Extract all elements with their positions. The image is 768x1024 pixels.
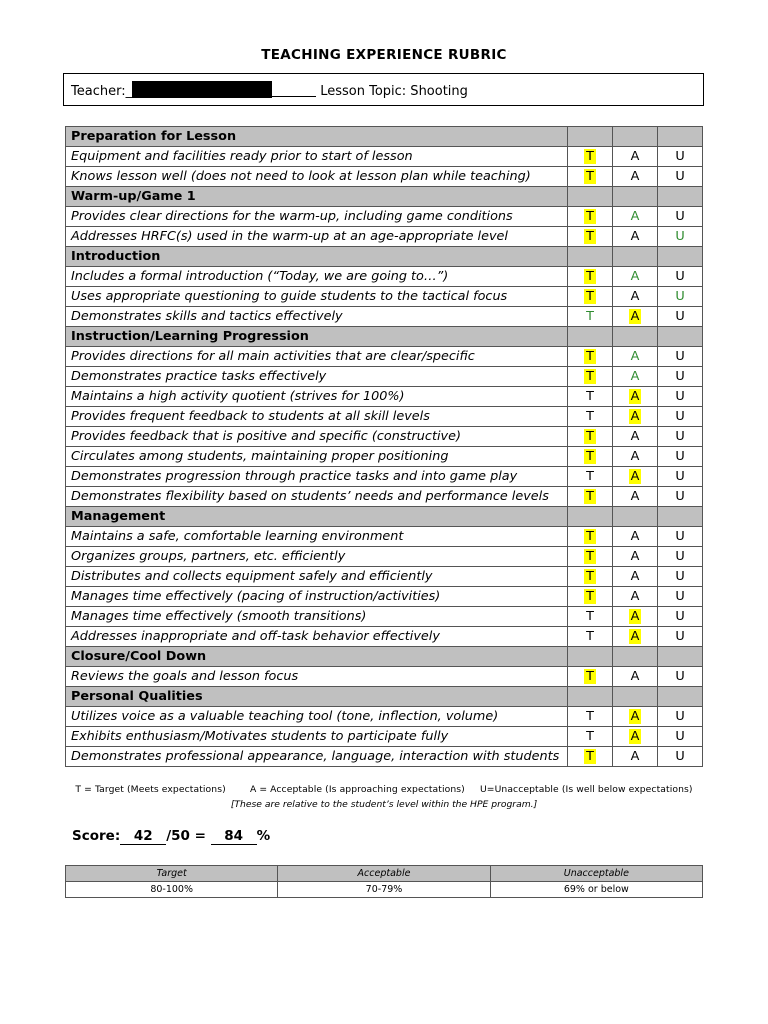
rating-cell-t bbox=[568, 527, 613, 547]
rating-cell-a bbox=[613, 267, 658, 287]
rating-mark-a-selected: A bbox=[630, 629, 640, 644]
section-header-row bbox=[66, 647, 703, 667]
section-empty-cell bbox=[658, 187, 703, 207]
rating-mark-t: T bbox=[586, 709, 594, 724]
section-header-row bbox=[66, 327, 703, 347]
rating-cell-t bbox=[568, 727, 613, 747]
rating-cell-u bbox=[658, 727, 703, 747]
rating-mark-t-selected: T bbox=[586, 569, 594, 584]
section-empty-cell bbox=[613, 647, 658, 667]
rating-cell-a bbox=[613, 347, 658, 367]
rating-cell-a bbox=[613, 287, 658, 307]
section-title: Personal Qualities bbox=[66, 687, 568, 707]
section-empty-cell bbox=[568, 187, 613, 207]
rating-mark-u: U bbox=[675, 369, 685, 384]
rating-mark-t-selected: T bbox=[586, 229, 594, 244]
rating-cell-u bbox=[658, 487, 703, 507]
rating-mark-a: A bbox=[630, 749, 640, 764]
rating-cell-u bbox=[658, 227, 703, 247]
rating-mark-t-selected: T bbox=[586, 549, 594, 564]
criterion-row bbox=[66, 287, 703, 307]
rating-mark-u: U bbox=[675, 349, 685, 364]
rating-cell-a bbox=[613, 607, 658, 627]
rating-cell-u bbox=[658, 427, 703, 447]
rating-mark-a: A bbox=[630, 569, 640, 584]
rating-cell-a bbox=[613, 727, 658, 747]
rating-mark-t-selected: T bbox=[586, 449, 594, 464]
rating-cell-a bbox=[613, 627, 658, 647]
rating-mark-a-selected: A bbox=[630, 709, 640, 724]
criterion-label: Reviews the goals and lesson focus bbox=[66, 667, 568, 687]
rating-mark-t-selected: T bbox=[586, 749, 594, 764]
rating-cell-t bbox=[568, 447, 613, 467]
rating-cell-t bbox=[568, 567, 613, 587]
section-empty-cell bbox=[613, 507, 658, 527]
rating-cell-t bbox=[568, 387, 613, 407]
section-empty-cell bbox=[568, 327, 613, 347]
section-title: Warm-up/Game 1 bbox=[66, 187, 568, 207]
rating-cell-a bbox=[613, 227, 658, 247]
criterion-label: Demonstrates flexibility based on students’ needs and performance levels bbox=[66, 487, 568, 507]
rating-cell-a bbox=[613, 447, 658, 467]
rating-mark-u: U bbox=[675, 229, 685, 244]
rating-mark-t: T bbox=[586, 409, 594, 424]
rating-mark-a: A bbox=[630, 489, 640, 504]
rating-cell-t bbox=[568, 627, 613, 647]
rating-mark-u: U bbox=[675, 589, 685, 604]
criterion-label: Provides frequent feedback to students at all skill levels bbox=[66, 407, 568, 427]
rating-cell-u bbox=[658, 167, 703, 187]
rating-cell-u bbox=[658, 567, 703, 587]
section-header-row bbox=[66, 507, 703, 527]
rating-mark-u: U bbox=[675, 289, 685, 304]
rating-mark-u: U bbox=[675, 669, 685, 684]
rating-mark-u: U bbox=[675, 409, 685, 424]
criterion-label: Provides directions for all main activities that are clear/specific bbox=[66, 347, 568, 367]
section-empty-cell bbox=[658, 687, 703, 707]
criterion-row bbox=[66, 407, 703, 427]
rating-mark-u: U bbox=[675, 709, 685, 724]
score-percent-sign: % bbox=[256, 828, 271, 844]
section-empty-cell bbox=[658, 247, 703, 267]
rating-cell-a bbox=[613, 167, 658, 187]
rating-cell-t bbox=[568, 707, 613, 727]
rating-mark-t-selected: T bbox=[586, 489, 594, 504]
criterion-row bbox=[66, 207, 703, 227]
rating-cell-t bbox=[568, 547, 613, 567]
rating-mark-u: U bbox=[675, 749, 685, 764]
rating-cell-t bbox=[568, 427, 613, 447]
criterion-row bbox=[66, 367, 703, 387]
rating-mark-u: U bbox=[675, 549, 685, 564]
criterion-row bbox=[66, 147, 703, 167]
rating-cell-t bbox=[568, 367, 613, 387]
criterion-label: Manages time effectively (smooth transitions) bbox=[66, 607, 568, 627]
section-empty-cell bbox=[568, 127, 613, 147]
rating-mark-t-selected: T bbox=[586, 169, 594, 184]
criterion-row bbox=[66, 707, 703, 727]
section-empty-cell bbox=[568, 647, 613, 667]
rating-cell-u bbox=[658, 387, 703, 407]
rating-mark-a: A bbox=[630, 149, 640, 164]
rating-cell-a bbox=[613, 467, 658, 487]
criterion-label: Includes a formal introduction (“Today, we are going to…”) bbox=[66, 267, 568, 287]
section-empty-cell bbox=[568, 507, 613, 527]
criterion-label: Organizes groups, partners, etc. efficiently bbox=[66, 547, 568, 567]
criterion-row bbox=[66, 567, 703, 587]
section-empty-cell bbox=[613, 127, 658, 147]
rating-mark-t-selected: T bbox=[586, 269, 594, 284]
section-header-row bbox=[66, 247, 703, 267]
rating-cell-a bbox=[613, 567, 658, 587]
rating-cell-t bbox=[568, 147, 613, 167]
section-empty-cell bbox=[613, 687, 658, 707]
rating-mark-t: T bbox=[586, 309, 594, 324]
rating-legend: T = Target (Meets expectations) A = Acceptable (Is approaching expectations) U=Unacceptable (Is well below expectations) bbox=[75, 784, 693, 795]
score-line bbox=[72, 828, 270, 845]
criterion-label: Manages time effectively (pacing of instruction/activities) bbox=[66, 587, 568, 607]
rating-cell-a bbox=[613, 147, 658, 167]
rating-mark-a: A bbox=[630, 209, 640, 224]
criterion-label: Knows lesson well (does not need to look at lesson plan while teaching) bbox=[66, 167, 568, 187]
rating-mark-a: A bbox=[630, 529, 640, 544]
criterion-row bbox=[66, 667, 703, 687]
criterion-row bbox=[66, 447, 703, 467]
criterion-row bbox=[66, 587, 703, 607]
rating-cell-u bbox=[658, 747, 703, 767]
rating-cell-u bbox=[658, 467, 703, 487]
rating-mark-t: T bbox=[586, 609, 594, 624]
rating-mark-a-selected: A bbox=[630, 469, 640, 484]
rating-mark-a: A bbox=[630, 549, 640, 564]
grade-range-acceptable: 70-79% bbox=[278, 882, 490, 898]
rating-cell-u bbox=[658, 267, 703, 287]
rating-mark-u: U bbox=[675, 389, 685, 404]
criterion-row bbox=[66, 487, 703, 507]
grade-header-unacceptable: Unacceptable bbox=[490, 866, 702, 882]
rating-mark-t-selected: T bbox=[586, 349, 594, 364]
rating-cell-t bbox=[568, 407, 613, 427]
rating-note: [These are relative to the student’s level within the HPE program.] bbox=[230, 799, 538, 810]
redacted-teacher-name bbox=[132, 81, 272, 98]
criterion-row bbox=[66, 307, 703, 327]
rating-cell-a bbox=[613, 307, 658, 327]
criterion-label: Demonstrates practice tasks effectively bbox=[66, 367, 568, 387]
section-empty-cell bbox=[658, 127, 703, 147]
rating-cell-t bbox=[568, 227, 613, 247]
criterion-label: Provides clear directions for the warm-up, including game conditions bbox=[66, 207, 568, 227]
rating-cell-a bbox=[613, 527, 658, 547]
rating-cell-t bbox=[568, 587, 613, 607]
criterion-row bbox=[66, 547, 703, 567]
rating-mark-u: U bbox=[675, 729, 685, 744]
criterion-row bbox=[66, 427, 703, 447]
rating-mark-u: U bbox=[675, 309, 685, 324]
rating-cell-u bbox=[658, 707, 703, 727]
rating-mark-u: U bbox=[675, 429, 685, 444]
criterion-label: Distributes and collects equipment safely and efficiently bbox=[66, 567, 568, 587]
grade-header-acceptable: Acceptable bbox=[278, 866, 490, 882]
rating-mark-u: U bbox=[675, 449, 685, 464]
criterion-row bbox=[66, 467, 703, 487]
rating-mark-u: U bbox=[675, 629, 685, 644]
criterion-row bbox=[66, 387, 703, 407]
section-empty-cell bbox=[658, 327, 703, 347]
rating-cell-t bbox=[568, 487, 613, 507]
rating-mark-a: A bbox=[630, 449, 640, 464]
rating-mark-u: U bbox=[675, 209, 685, 224]
criterion-label: Circulates among students, maintaining proper positioning bbox=[66, 447, 568, 467]
rating-cell-u bbox=[658, 547, 703, 567]
rating-cell-t bbox=[568, 207, 613, 227]
rating-mark-a: A bbox=[630, 669, 640, 684]
score-points: 42 bbox=[120, 828, 166, 845]
section-header-row bbox=[66, 127, 703, 147]
rating-cell-t bbox=[568, 607, 613, 627]
score-percent: 84 bbox=[211, 828, 257, 845]
rating-mark-t-selected: T bbox=[586, 209, 594, 224]
rating-mark-t-selected: T bbox=[586, 289, 594, 304]
section-header-row bbox=[66, 687, 703, 707]
score-label: Score: bbox=[72, 828, 121, 844]
rating-mark-t: T bbox=[586, 389, 594, 404]
rating-mark-a-selected: A bbox=[630, 609, 640, 624]
rating-cell-u bbox=[658, 307, 703, 327]
criterion-label: Equipment and facilities ready prior to start of lesson bbox=[66, 147, 568, 167]
section-empty-cell bbox=[658, 647, 703, 667]
criterion-label: Addresses HRFC(s) used in the warm-up at an age-appropriate level bbox=[66, 227, 568, 247]
grading-scale-table bbox=[65, 865, 703, 898]
grade-range-target: 80-100% bbox=[66, 882, 278, 898]
rating-cell-a bbox=[613, 487, 658, 507]
rating-cell-t bbox=[568, 287, 613, 307]
rating-cell-u bbox=[658, 587, 703, 607]
rating-cell-u bbox=[658, 287, 703, 307]
section-empty-cell bbox=[568, 687, 613, 707]
score-out-of: /50 = bbox=[166, 828, 206, 844]
rating-cell-t bbox=[568, 467, 613, 487]
rating-mark-u: U bbox=[675, 569, 685, 584]
rating-cell-a bbox=[613, 667, 658, 687]
teacher-label: Teacher:_ bbox=[71, 84, 133, 99]
rating-cell-t bbox=[568, 267, 613, 287]
rating-mark-u: U bbox=[675, 609, 685, 624]
rating-mark-a-selected: A bbox=[630, 409, 640, 424]
rating-mark-t: T bbox=[586, 469, 594, 484]
criterion-row bbox=[66, 267, 703, 287]
criterion-label: Demonstrates progression through practice tasks and into game play bbox=[66, 467, 568, 487]
rating-mark-u: U bbox=[675, 529, 685, 544]
rating-cell-u bbox=[658, 347, 703, 367]
criterion-label: Exhibits enthusiasm/Motivates students to participate fully bbox=[66, 727, 568, 747]
rating-mark-t-selected: T bbox=[586, 529, 594, 544]
section-empty-cell bbox=[613, 327, 658, 347]
rating-mark-a: A bbox=[630, 169, 640, 184]
criterion-row bbox=[66, 347, 703, 367]
rating-cell-u bbox=[658, 207, 703, 227]
rating-mark-a: A bbox=[630, 589, 640, 604]
rating-mark-t: T bbox=[586, 629, 594, 644]
rating-mark-t-selected: T bbox=[586, 669, 594, 684]
lesson-topic: Lesson Topic: Shooting bbox=[320, 84, 468, 99]
section-empty-cell bbox=[568, 247, 613, 267]
rating-cell-a bbox=[613, 407, 658, 427]
rating-cell-u bbox=[658, 667, 703, 687]
rating-mark-u: U bbox=[675, 149, 685, 164]
rating-cell-a bbox=[613, 207, 658, 227]
criterion-row bbox=[66, 747, 703, 767]
section-header-row bbox=[66, 187, 703, 207]
rating-mark-t: T bbox=[586, 729, 594, 744]
rating-mark-a: A bbox=[630, 349, 640, 364]
criterion-label: Maintains a safe, comfortable learning environment bbox=[66, 527, 568, 547]
rating-mark-t-selected: T bbox=[586, 369, 594, 384]
criterion-label: Addresses inappropriate and off-task behavior effectively bbox=[66, 627, 568, 647]
grade-range-unacceptable: 69% or below bbox=[490, 882, 702, 898]
rating-mark-a-selected: A bbox=[630, 309, 640, 324]
grading-scale-header bbox=[66, 866, 703, 882]
section-title: Preparation for Lesson bbox=[66, 127, 568, 147]
section-title: Closure/Cool Down bbox=[66, 647, 568, 667]
rating-cell-a bbox=[613, 367, 658, 387]
rating-mark-a: A bbox=[630, 429, 640, 444]
rating-cell-u bbox=[658, 627, 703, 647]
section-title: Introduction bbox=[66, 247, 568, 267]
rating-cell-t bbox=[568, 347, 613, 367]
rating-cell-a bbox=[613, 707, 658, 727]
teacher-name-underline bbox=[272, 84, 316, 97]
rating-mark-u: U bbox=[675, 489, 685, 504]
criterion-row bbox=[66, 227, 703, 247]
rating-mark-a-selected: A bbox=[630, 389, 640, 404]
document-title: TEACHING EXPERIENCE RUBRIC bbox=[261, 47, 507, 63]
rating-mark-t-selected: T bbox=[586, 149, 594, 164]
grade-header-target: Target bbox=[66, 866, 278, 882]
rating-mark-t-selected: T bbox=[586, 589, 594, 604]
rating-cell-u bbox=[658, 147, 703, 167]
rating-cell-u bbox=[658, 527, 703, 547]
rubric-table bbox=[65, 126, 703, 767]
rating-cell-t bbox=[568, 307, 613, 327]
criterion-row bbox=[66, 627, 703, 647]
section-title: Instruction/Learning Progression bbox=[66, 327, 568, 347]
section-empty-cell bbox=[613, 187, 658, 207]
section-empty-cell bbox=[658, 507, 703, 527]
rating-mark-a-selected: A bbox=[630, 729, 640, 744]
criterion-label: Demonstrates skills and tactics effectively bbox=[66, 307, 568, 327]
rating-cell-u bbox=[658, 607, 703, 627]
rating-cell-a bbox=[613, 587, 658, 607]
rating-cell-u bbox=[658, 407, 703, 427]
rating-mark-a: A bbox=[630, 229, 640, 244]
rating-cell-a bbox=[613, 387, 658, 407]
rating-cell-u bbox=[658, 447, 703, 467]
rating-mark-a: A bbox=[630, 369, 640, 384]
rating-cell-t bbox=[568, 667, 613, 687]
rating-mark-t-selected: T bbox=[586, 429, 594, 444]
criterion-label: Uses appropriate questioning to guide students to the tactical focus bbox=[66, 287, 568, 307]
section-title: Management bbox=[66, 507, 568, 527]
rating-cell-a bbox=[613, 747, 658, 767]
teacher-info-box bbox=[63, 73, 704, 106]
rating-cell-a bbox=[613, 427, 658, 447]
criterion-label: Provides feedback that is positive and specific (constructive) bbox=[66, 427, 568, 447]
rating-cell-t bbox=[568, 167, 613, 187]
grading-scale-ranges bbox=[66, 882, 703, 898]
rating-cell-t bbox=[568, 747, 613, 767]
rating-mark-a: A bbox=[630, 289, 640, 304]
criterion-label: Utilizes voice as a valuable teaching tool (tone, inflection, volume) bbox=[66, 707, 568, 727]
rating-cell-u bbox=[658, 367, 703, 387]
criterion-row bbox=[66, 527, 703, 547]
criterion-row bbox=[66, 167, 703, 187]
section-empty-cell bbox=[613, 247, 658, 267]
criterion-label: Demonstrates professional appearance, language, interaction with students bbox=[66, 747, 568, 767]
rating-mark-u: U bbox=[675, 169, 685, 184]
rating-mark-u: U bbox=[675, 269, 685, 284]
rating-mark-a: A bbox=[630, 269, 640, 284]
criterion-label: Maintains a high activity quotient (strives for 100%) bbox=[66, 387, 568, 407]
criterion-row bbox=[66, 607, 703, 627]
rating-mark-u: U bbox=[675, 469, 685, 484]
criterion-row bbox=[66, 727, 703, 747]
rating-cell-a bbox=[613, 547, 658, 567]
